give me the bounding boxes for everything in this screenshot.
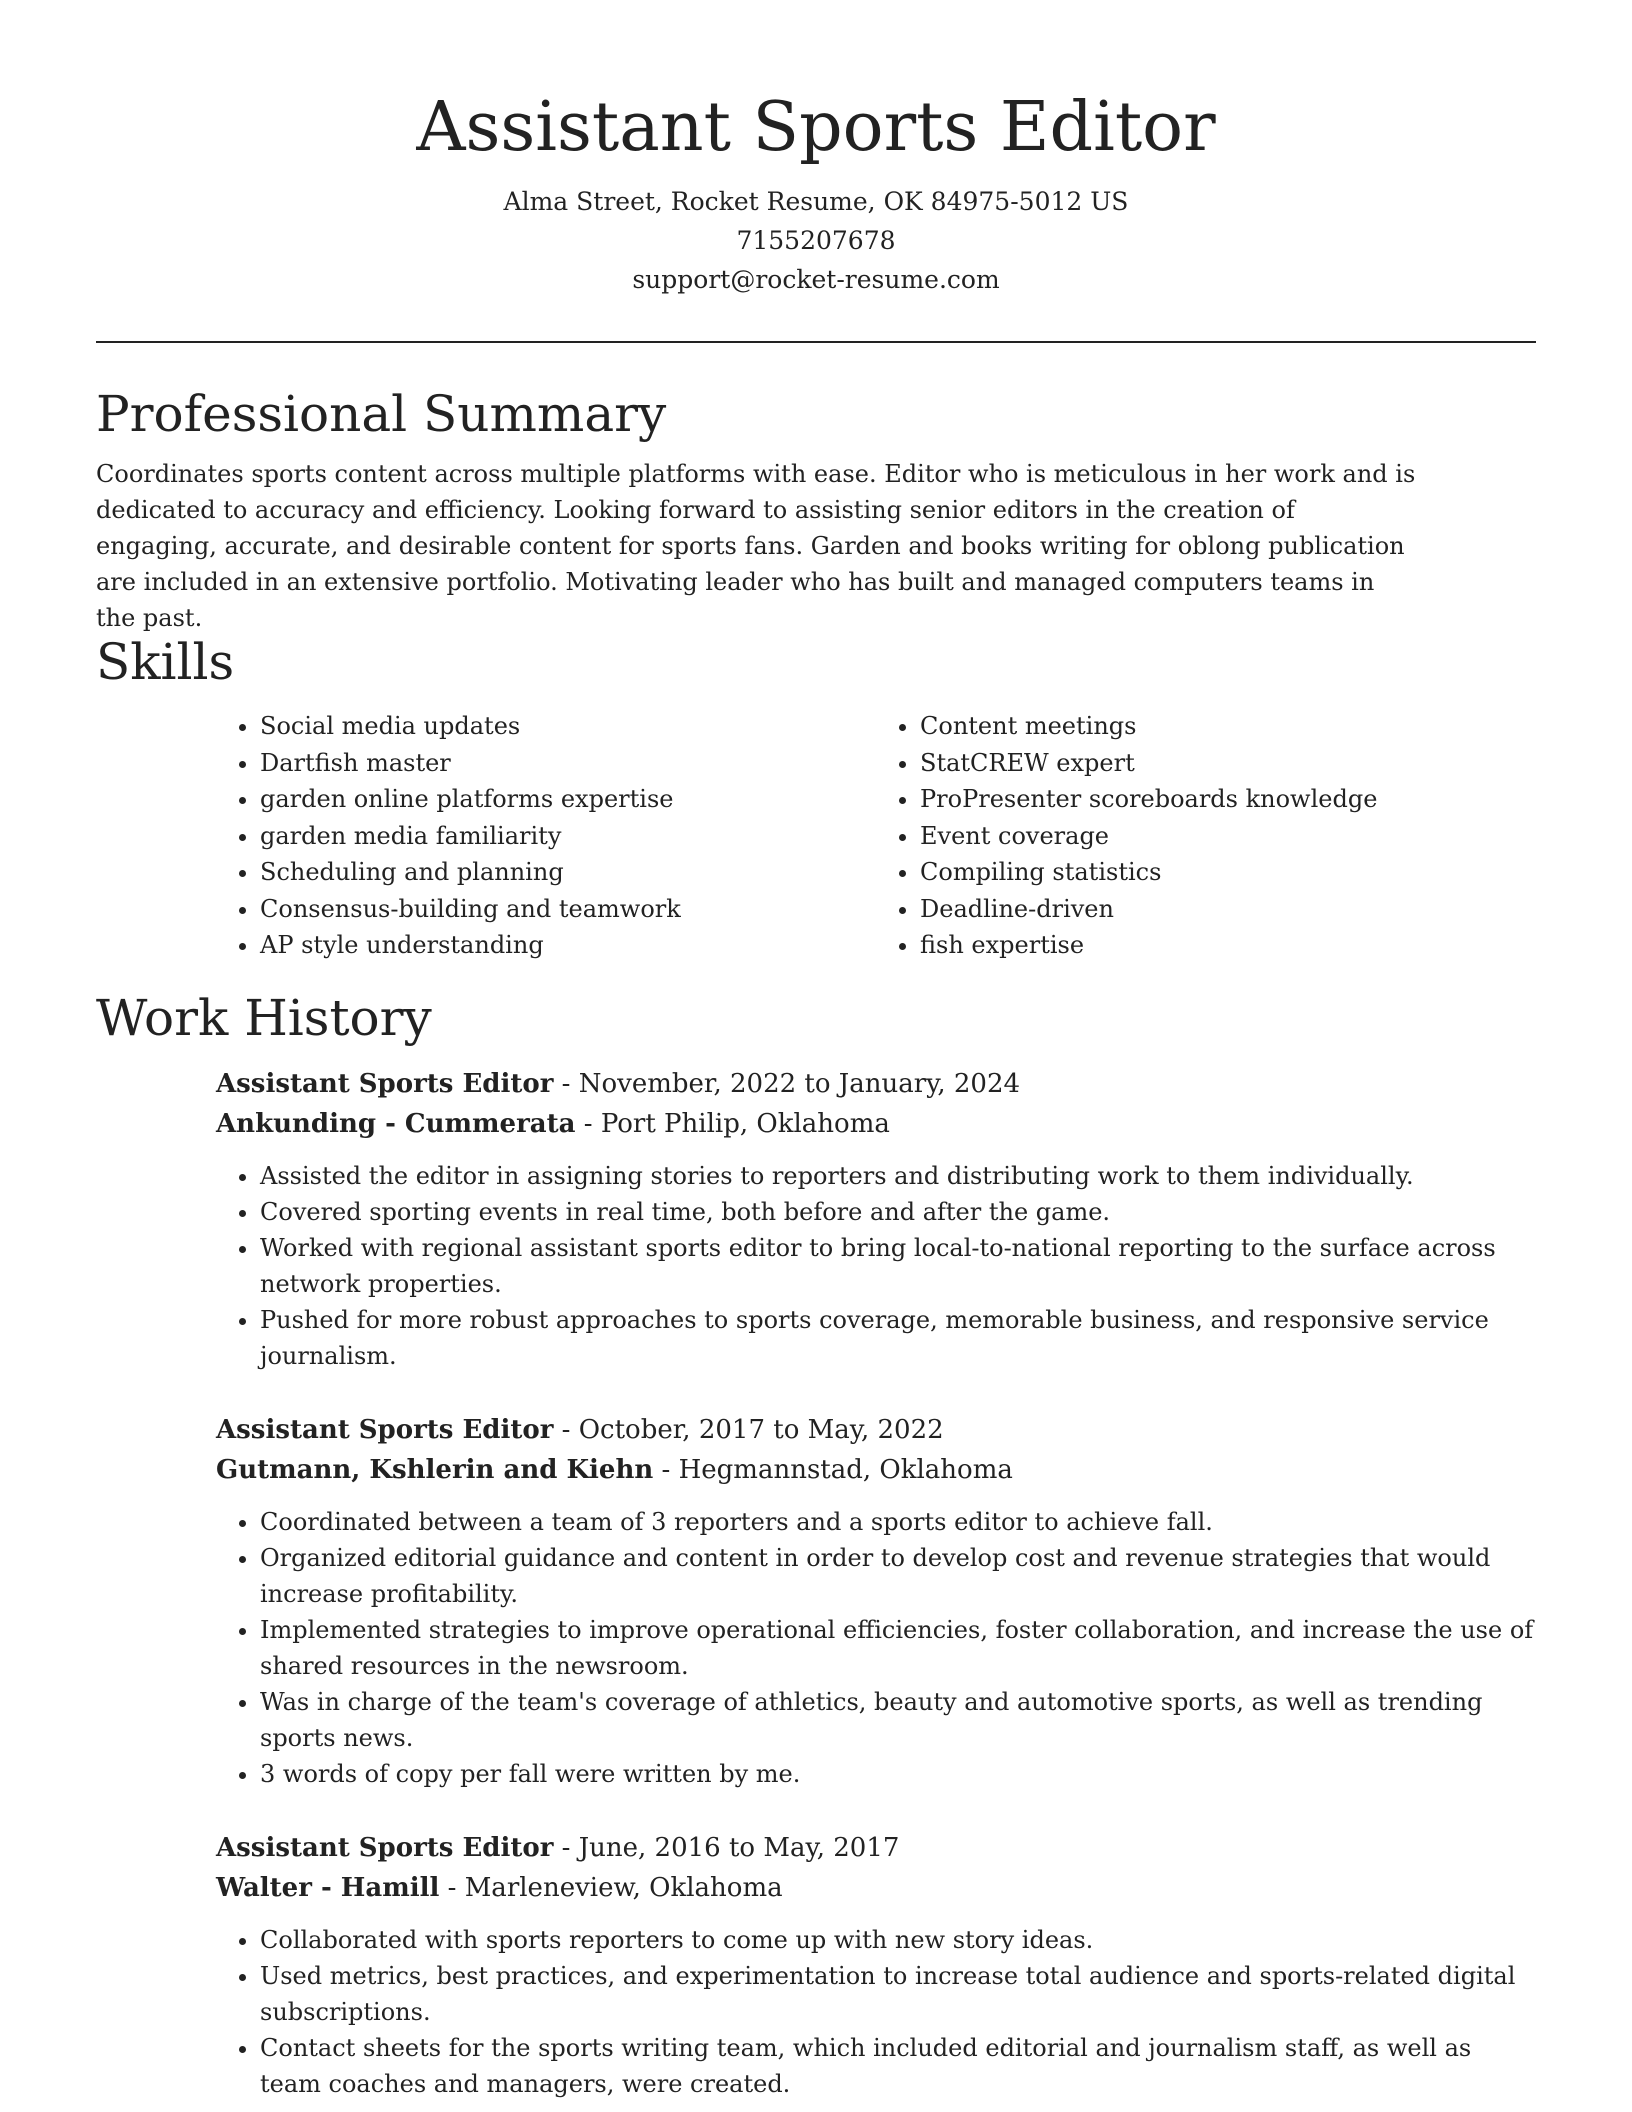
job-title-line: [216, 1828, 1536, 1868]
job-bullet: • Covered sporting events in real time, both before and after the game.: [260, 1194, 1536, 1230]
candidate-name: Assistant Sports Editor: [416, 88, 1216, 167]
job-bullet: • Coordinated between a team of 3 reporters and a sports editor to achieve fall.: [260, 1504, 1536, 1540]
summary-heading: Professional Summary: [96, 385, 667, 443]
skill-item: • Dartfish master: [260, 745, 876, 782]
job-location: - Hegmannstad, Oklahoma: [653, 1455, 1013, 1485]
resume-header: [0, 0, 1632, 299]
contact-address: Alma Street, Rocket Resume, OK 84975-5012 US: [503, 187, 1129, 216]
job-dates: - November, 2022 to January, 2024: [553, 1069, 1021, 1099]
skills-section: [96, 632, 1536, 964]
contact-email: support@rocket-resume.com: [632, 265, 1000, 294]
job-company-line: [216, 1450, 1536, 1490]
job-bullet: • Contact sheets for the sports writing team, which included editorial and journalism staff, as well as team coaches and managers, were created.: [260, 2030, 1536, 2102]
job-title: Assistant Sports Editor: [216, 1069, 554, 1099]
skills-list-left: [216, 708, 876, 964]
job-bullet: • Organized editorial guidance and content in order to develop cost and revenue strategies that would increase profitability.: [260, 1540, 1536, 1612]
summary-section: [96, 384, 1536, 636]
job-dates: - June, 2016 to May, 2017: [553, 1833, 900, 1863]
job-title-line: [216, 1410, 1536, 1450]
job-company: Walter - Hamill: [216, 1873, 440, 1903]
job-entry: [216, 1828, 1536, 2102]
job-responsibilities: [216, 1504, 1536, 1792]
skill-item: • Compiling statistics: [920, 854, 1536, 891]
job-dates: - October, 2017 to May, 2022: [553, 1415, 944, 1445]
job-bullet: • Worked with regional assistant sports editor to bring local-to-national reporting to the surface across network properties.: [260, 1230, 1536, 1302]
contact-phone: 7155207678: [736, 226, 896, 255]
job-title: Assistant Sports Editor: [216, 1833, 554, 1863]
job-bullet: • Collaborated with sports reporters to come up with new story ideas.: [260, 1922, 1536, 1958]
job-entry: [216, 1064, 1536, 1374]
job-bullet: • Pushed for more robust approaches to sports coverage, memorable business, and responsive service journalism.: [260, 1302, 1536, 1374]
skill-item: • garden online platforms expertise: [260, 781, 876, 818]
skill-item: • Consensus-building and teamwork: [260, 891, 876, 928]
job-company-line: [216, 1868, 1536, 1908]
job-title-line: [216, 1064, 1536, 1104]
skill-item: • Deadline-driven: [920, 891, 1536, 928]
job-entry: [216, 1410, 1536, 1792]
job-bullet: • Used metrics, best practices, and experimentation to increase total audience and sports-related digital subscriptions.: [260, 1958, 1536, 2030]
skills-heading: Skills: [96, 633, 235, 691]
job-company: Ankunding - Cummerata: [216, 1109, 576, 1139]
header-divider: [96, 341, 1536, 343]
job-company: Gutmann, Kshlerin and Kiehn: [216, 1455, 654, 1485]
skill-item: • StatCREW expert: [920, 745, 1536, 782]
skill-item: • ProPresenter scoreboards knowledge: [920, 781, 1536, 818]
skill-item: • Social media updates: [260, 708, 876, 745]
job-title: Assistant Sports Editor: [216, 1415, 554, 1445]
skills-grid: [216, 708, 1536, 964]
skill-item: • Scheduling and planning: [260, 854, 876, 891]
skill-item: • garden media familiarity: [260, 818, 876, 855]
skill-item: • Event coverage: [920, 818, 1536, 855]
job-company-line: [216, 1104, 1536, 1144]
skills-list-right: [876, 708, 1536, 964]
job-responsibilities: [216, 1922, 1536, 2102]
job-location: - Marleneview, Oklahoma: [439, 1873, 783, 1903]
work-history-heading: Work History: [96, 989, 432, 1047]
job-responsibilities: [216, 1158, 1536, 1374]
skill-item: • fish expertise: [920, 927, 1536, 964]
job-bullet: • Assisted the editor in assigning stories to reporters and distributing work to them individually.: [260, 1158, 1536, 1194]
job-bullet: • 3 words of copy per fall were written by me.: [260, 1756, 1536, 1792]
job-location: - Port Philip, Oklahoma: [575, 1109, 890, 1139]
summary-text: Coordinates sports content across multiple platforms with ease. Editor who is meticulous in her work and is dedicated to accuracy and efficiency. Looking forward to assisting senior editors in the creation of engaging, accurate, and desirable content for sports fans. Garden and books writing for oblong publication are included in an extensive portfolio. Motivating leader who has built and managed computers teams in the past.: [96, 460, 1416, 632]
job-bullet: • Implemented strategies to improve operational efficiencies, foster collaboration, and increase the use of shared resources in the newsroom.: [260, 1612, 1536, 1684]
skill-item: • AP style understanding: [260, 927, 876, 964]
skill-item: • Content meetings: [920, 708, 1536, 745]
job-bullet: • Was in charge of the team's coverage of athletics, beauty and automotive sports, as well as trending sports news.: [260, 1684, 1536, 1756]
work-history-section: [96, 988, 1536, 2102]
